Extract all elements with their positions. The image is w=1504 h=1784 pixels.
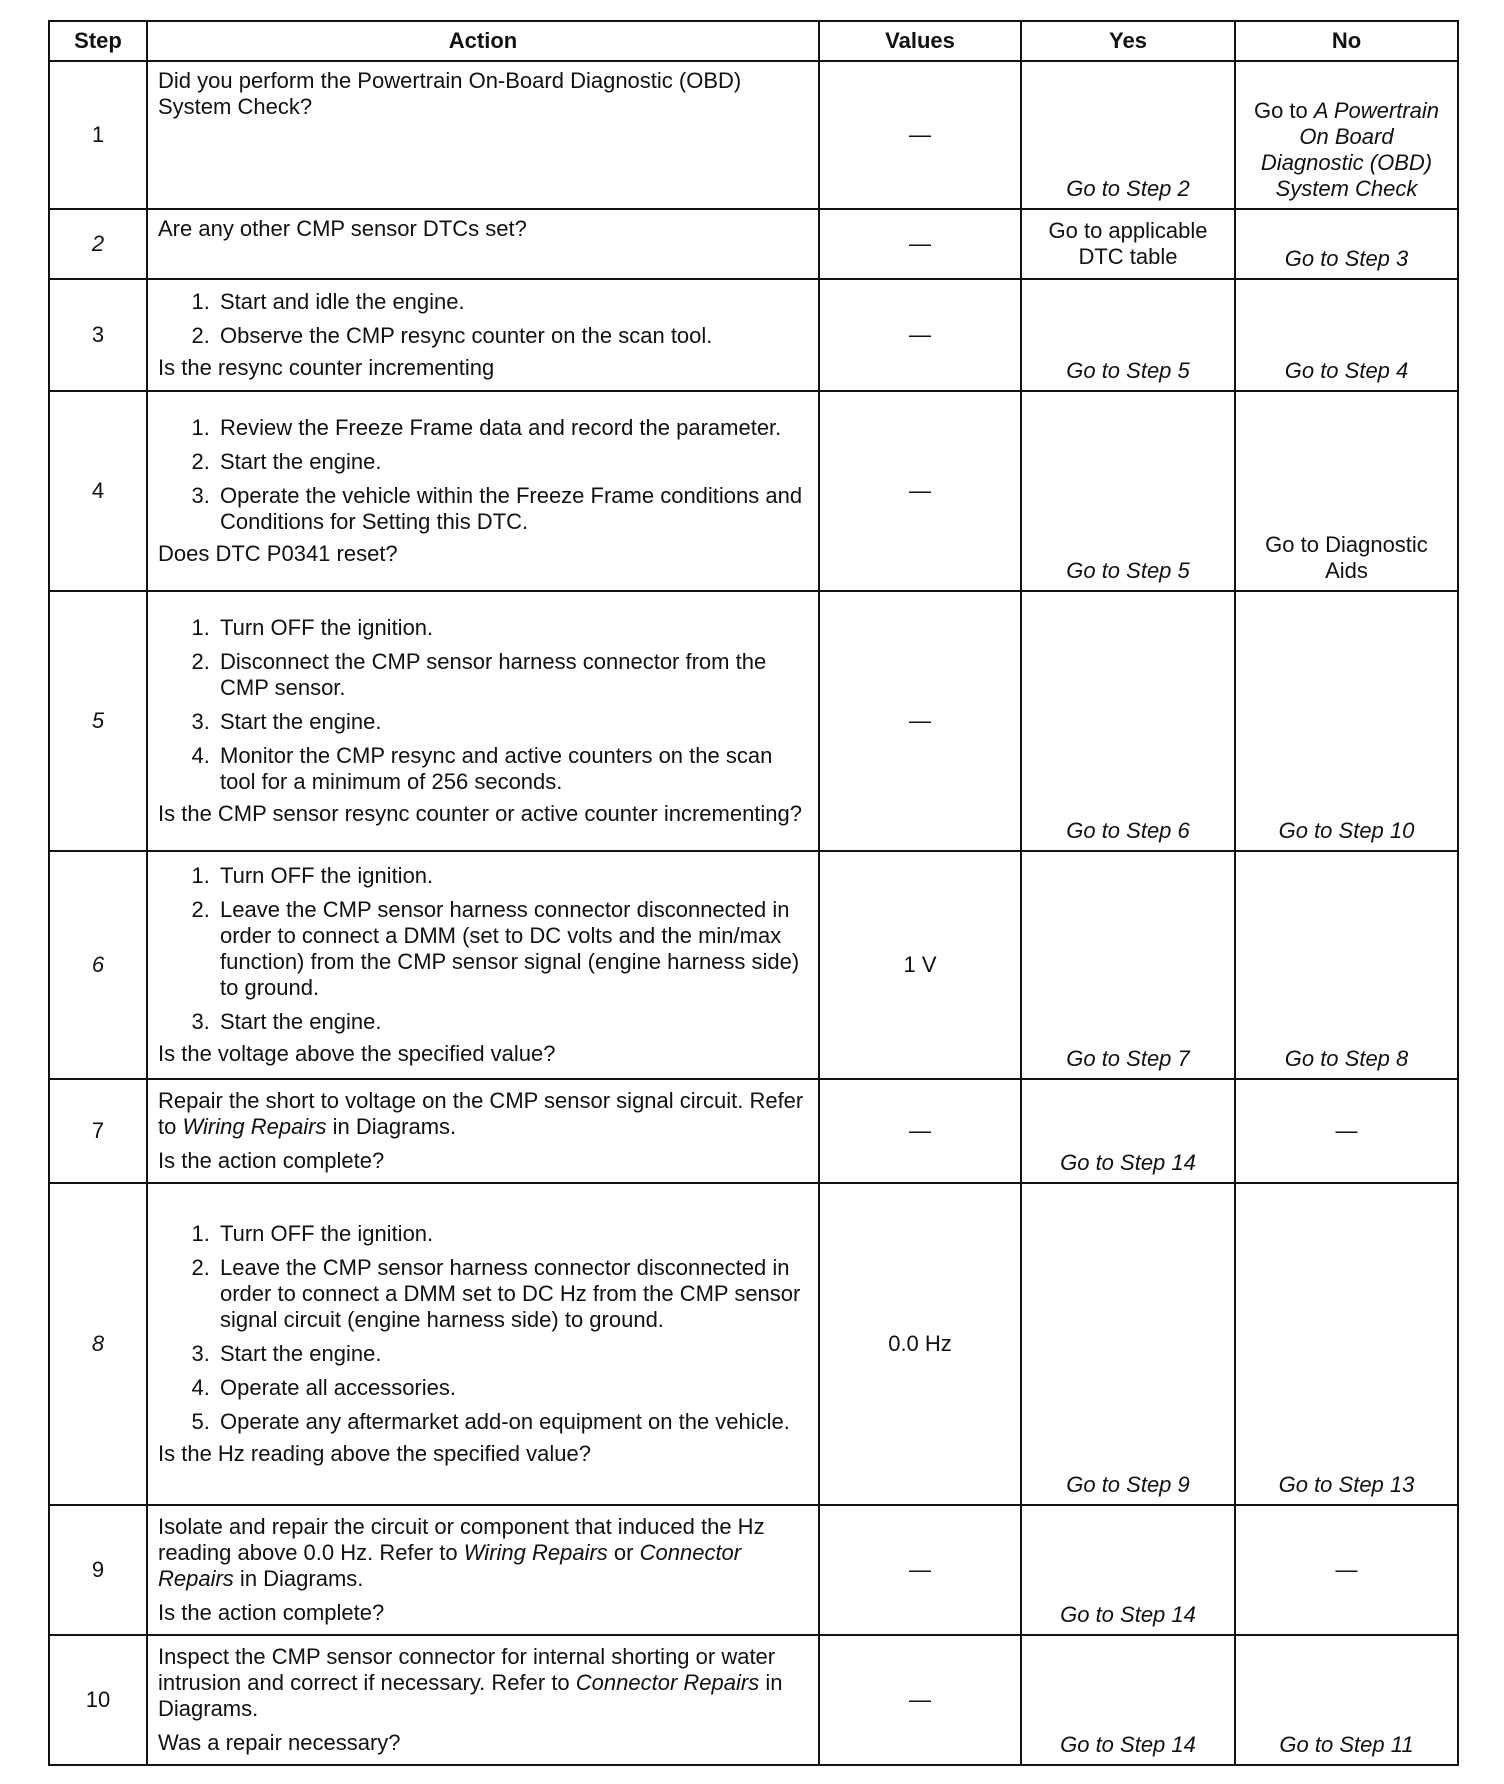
value-cell: — bbox=[819, 1505, 1021, 1635]
action-cell bbox=[147, 61, 819, 209]
action-text bbox=[158, 1514, 808, 1592]
table-row bbox=[49, 279, 1458, 391]
yes-cell: Go to Step 5 bbox=[1021, 391, 1235, 591]
action-item: 3. Start the engine. bbox=[216, 1341, 808, 1367]
action-list bbox=[158, 863, 808, 1035]
action-question: Is the resync counter incrementing bbox=[158, 355, 495, 380]
yes-cell: Go to Step 7 bbox=[1021, 851, 1235, 1079]
action-cell bbox=[147, 1635, 819, 1765]
action-cell bbox=[147, 1505, 819, 1635]
value-cell: 1 V bbox=[819, 851, 1021, 1079]
action-question: Is the voltage above the specified value? bbox=[158, 1041, 556, 1066]
action-item: 3. Operate the vehicle within the Freeze Frame conditions and Conditions for Setting this DTC. bbox=[216, 483, 808, 535]
action-text-part: Repair the short to voltage on the CMP sensor signal circuit. Refer to bbox=[158, 1088, 804, 1139]
no-cell: Go to Step 8 bbox=[1235, 851, 1458, 1079]
reference-link: Connector Repairs bbox=[158, 1540, 742, 1591]
action-list bbox=[158, 1221, 808, 1435]
step-number: 2 bbox=[49, 209, 147, 279]
no-cell: Go to Step 11 bbox=[1235, 1635, 1458, 1765]
header-yes: Yes bbox=[1021, 21, 1235, 61]
action-text-part: Isolate and repair the circuit or component that induced the Hz reading above 0.0 Hz. Refer to bbox=[158, 1514, 765, 1565]
no-cell bbox=[1235, 61, 1458, 209]
action-cell bbox=[147, 1183, 819, 1505]
action-text-part: in Diagrams. bbox=[158, 1670, 783, 1721]
table-row bbox=[49, 851, 1458, 1079]
action-list bbox=[158, 289, 808, 349]
action-cell bbox=[147, 279, 819, 391]
yes-cell: Go to Step 6 bbox=[1021, 591, 1235, 851]
table-row bbox=[49, 209, 1458, 279]
reference-link: Wiring Repairs bbox=[182, 1114, 327, 1139]
action-text-part: or bbox=[607, 1540, 640, 1565]
value-cell: — bbox=[819, 1635, 1021, 1765]
step-number: 5 bbox=[49, 591, 147, 851]
action-item: 3. Start the engine. bbox=[216, 1009, 808, 1035]
header-no: No bbox=[1235, 21, 1458, 61]
reference-link: Wiring Repairs bbox=[463, 1540, 608, 1565]
value-cell: — bbox=[819, 1079, 1021, 1183]
action-list bbox=[158, 615, 808, 795]
action-question: Is the Hz reading above the specified value? bbox=[158, 1441, 591, 1466]
table-row bbox=[49, 1505, 1458, 1635]
step-number: 7 bbox=[49, 1079, 147, 1183]
action-cell bbox=[147, 1079, 819, 1183]
action-cell bbox=[147, 391, 819, 591]
action-item: 1. Turn OFF the ignition. bbox=[216, 1221, 808, 1247]
yes-cell: Go to Step 14 bbox=[1021, 1079, 1235, 1183]
action-question: Was a repair necessary? bbox=[158, 1730, 401, 1755]
action-item: 5. Operate any aftermarket add-on equipment on the vehicle. bbox=[216, 1409, 808, 1435]
table-row bbox=[49, 1183, 1458, 1505]
action-cell bbox=[147, 851, 819, 1079]
action-question: Is the CMP sensor resync counter or active counter incrementing? bbox=[158, 801, 803, 826]
action-question: Is the action complete? bbox=[158, 1600, 385, 1625]
action-item: 1. Turn OFF the ignition. bbox=[216, 615, 808, 641]
value-cell: — bbox=[819, 61, 1021, 209]
step-number: 8 bbox=[49, 1183, 147, 1505]
value-cell: — bbox=[819, 391, 1021, 591]
header-step: Step bbox=[49, 21, 147, 61]
no-cell: Go to Step 4 bbox=[1235, 279, 1458, 391]
action-item: 2. Start the engine. bbox=[216, 449, 808, 475]
action-item: 1. Start and idle the engine. bbox=[216, 289, 808, 315]
header-action: Action bbox=[147, 21, 819, 61]
action-item: 4. Monitor the CMP resync and active counters on the scan tool for a minimum of 256 seconds. bbox=[216, 743, 808, 795]
action-text bbox=[158, 1088, 808, 1140]
action-text bbox=[158, 1644, 808, 1722]
step-number: 3 bbox=[49, 279, 147, 391]
action-text-part: in Diagrams. bbox=[326, 1114, 457, 1139]
action-question: Does DTC P0341 reset? bbox=[158, 541, 398, 566]
action-text-part: Inspect the CMP sensor connector for internal shorting or water intrusion and correct if necessary. Refer to bbox=[158, 1644, 776, 1695]
yes-cell: Go to Step 2 bbox=[1021, 61, 1235, 209]
no-link: A Powertrain On Board Diagnostic (OBD) System Check bbox=[1260, 98, 1440, 201]
table-row bbox=[49, 61, 1458, 209]
value-cell: — bbox=[819, 591, 1021, 851]
step-number: 9 bbox=[49, 1505, 147, 1635]
header-values: Values bbox=[819, 21, 1021, 61]
table-row bbox=[49, 1635, 1458, 1765]
no-cell: Go to Step 13 bbox=[1235, 1183, 1458, 1505]
table-row bbox=[49, 1079, 1458, 1183]
action-item: 3. Start the engine. bbox=[216, 709, 808, 735]
action-text: Did you perform the Powertrain On-Board Diagnostic (OBD) System Check? bbox=[158, 68, 742, 119]
no-cell: — bbox=[1235, 1079, 1458, 1183]
action-text-part: in Diagrams. bbox=[233, 1566, 364, 1591]
action-item: 2. Leave the CMP sensor harness connector disconnected in order to connect a DMM (set to DC volts and the min/max function) from the CMP sensor signal (engine harness side) to ground. bbox=[216, 897, 808, 1001]
step-number: 1 bbox=[49, 61, 147, 209]
step-number: 10 bbox=[49, 1635, 147, 1765]
yes-cell: Go to Step 9 bbox=[1021, 1183, 1235, 1505]
action-text: Are any other CMP sensor DTCs set? bbox=[158, 216, 527, 241]
value-cell: 0.0 Hz bbox=[819, 1183, 1021, 1505]
action-question: Is the action complete? bbox=[158, 1148, 385, 1173]
action-cell bbox=[147, 591, 819, 851]
value-cell: — bbox=[819, 279, 1021, 391]
yes-cell: Go to applicable DTC table bbox=[1021, 209, 1235, 279]
table-header-row bbox=[49, 21, 1458, 61]
no-prefix: Go to bbox=[1253, 98, 1314, 123]
action-list bbox=[158, 415, 808, 535]
no-cell: Go to Diagnostic Aids bbox=[1235, 391, 1458, 591]
no-cell: Go to Step 3 bbox=[1235, 209, 1458, 279]
action-item: 2. Leave the CMP sensor harness connector disconnected in order to connect a DMM set to DC Hz from the CMP sensor signal circuit (engine harness side) to ground. bbox=[216, 1255, 808, 1333]
table-row bbox=[49, 591, 1458, 851]
action-item: 1. Review the Freeze Frame data and record the parameter. bbox=[216, 415, 808, 441]
table-row bbox=[49, 391, 1458, 591]
action-item: 2. Observe the CMP resync counter on the scan tool. bbox=[216, 323, 808, 349]
no-cell: — bbox=[1235, 1505, 1458, 1635]
value-cell: — bbox=[819, 209, 1021, 279]
step-number: 4 bbox=[49, 391, 147, 591]
action-cell bbox=[147, 209, 819, 279]
action-item: 1. Turn OFF the ignition. bbox=[216, 863, 808, 889]
diagnostic-table bbox=[48, 20, 1459, 1766]
no-cell: Go to Step 10 bbox=[1235, 591, 1458, 851]
action-item: 2. Disconnect the CMP sensor harness connector from the CMP sensor. bbox=[216, 649, 808, 701]
yes-cell: Go to Step 14 bbox=[1021, 1635, 1235, 1765]
yes-cell: Go to Step 14 bbox=[1021, 1505, 1235, 1635]
step-number: 6 bbox=[49, 851, 147, 1079]
reference-link: Connector Repairs bbox=[575, 1670, 760, 1695]
yes-cell: Go to Step 5 bbox=[1021, 279, 1235, 391]
action-item: 4. Operate all accessories. bbox=[216, 1375, 808, 1401]
